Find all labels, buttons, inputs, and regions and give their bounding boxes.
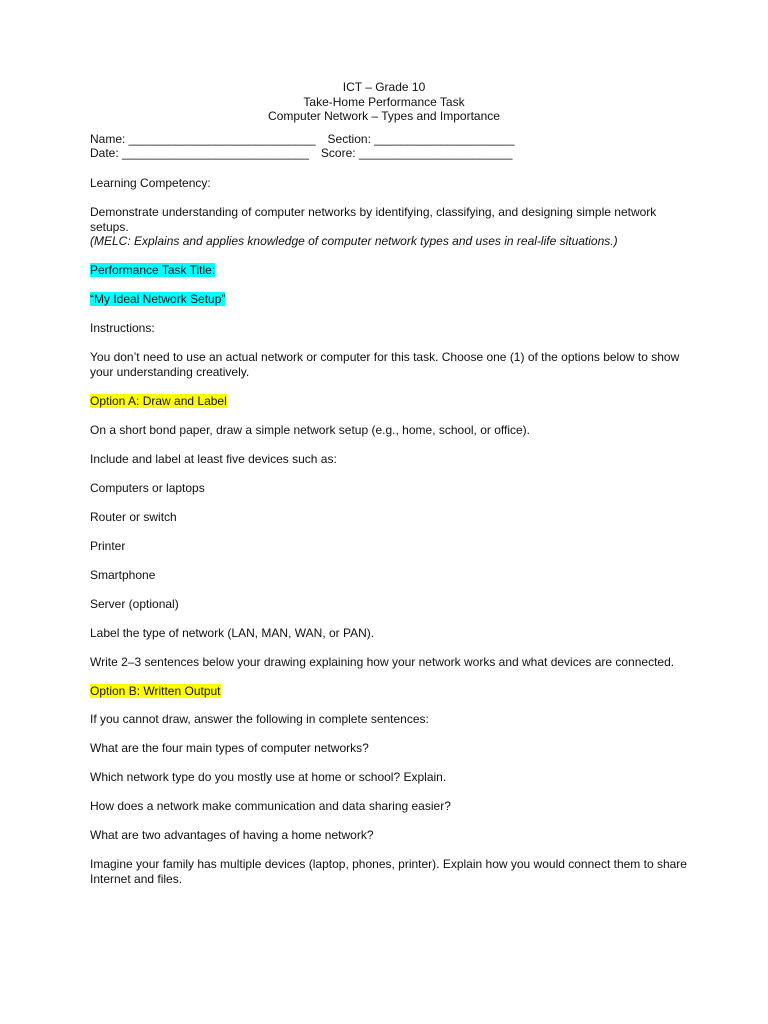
device-item: Smartphone (90, 567, 156, 582)
question-item: How does a network make communication and data sharing easier? (90, 799, 451, 814)
subject-grade: ICT – Grade 10 (342, 80, 426, 94)
score-field: Score: _______________________ (320, 146, 513, 161)
melc-note: (MELC: Explains and applies knowledge of computer network types and uses in real-life situations.) (90, 234, 618, 249)
field-row-2 (90, 146, 690, 161)
option-a-intro: On a short bond paper, draw a simple network setup (e.g., home, school, or office). (90, 422, 531, 437)
option-b-intro: If you cannot draw, answer the following in complete sentences: (90, 712, 429, 727)
competency-text (90, 205, 690, 249)
name-field: Name: ____________________________ (90, 131, 316, 146)
date-field: Date: ____________________________ (90, 146, 309, 161)
question-item: Imagine your family has multiple devices (laptop, phones, printer). Explain how you would connect them to share Internet and files. (90, 857, 687, 886)
device-item: Computers or laptops (90, 480, 205, 495)
task-title-label: Performance Task Title: (90, 263, 216, 278)
topic-title: Computer Network – Types and Importance (268, 109, 500, 124)
field-row-1 (90, 132, 690, 147)
title-block (90, 80, 678, 124)
task-title-label-line (90, 263, 690, 278)
question-item: Which network type do you mostly use at home or school? Explain. (90, 770, 447, 785)
option-a-label-type: Label the type of network (LAN, MAN, WAN, or PAN). (90, 625, 375, 640)
document-page (90, 80, 690, 901)
option-b-heading: Option B: Written Output (90, 683, 221, 698)
task-title-line (90, 292, 690, 307)
option-b-heading-line (90, 684, 690, 699)
option-a-write: Write 2–3 sentences below your drawing explaining how your network works and what devices are connected. (90, 654, 675, 669)
option-a-include: Include and label at least five devices such as: (90, 451, 337, 466)
question-item: What are two advantages of having a home network? (90, 828, 374, 843)
option-a-heading-line (90, 394, 690, 409)
competency-description: Demonstrate understanding of computer networks by identifying, classifying, and designing simple network setups. (90, 204, 657, 234)
task-title: “My Ideal Network Setup” (90, 292, 226, 307)
competency-label: Learning Competency: (90, 175, 211, 190)
instructions-label: Instructions: (90, 321, 155, 336)
device-item: Router or switch (90, 509, 177, 524)
question-item: What are the four main types of computer networks? (90, 741, 369, 756)
option-a-heading: Option A: Draw and Label (90, 393, 227, 408)
section-field: Section: _____________________ (327, 131, 515, 146)
device-item: Server (optional) (90, 596, 179, 611)
student-fields (90, 132, 690, 161)
instructions-text: You don’t need to use an actual network or computer for this task. Choose one (1) of the options below to show your understanding creatively. (90, 350, 680, 379)
device-item: Printer (90, 538, 126, 553)
task-type: Take-Home Performance Task (303, 94, 465, 109)
